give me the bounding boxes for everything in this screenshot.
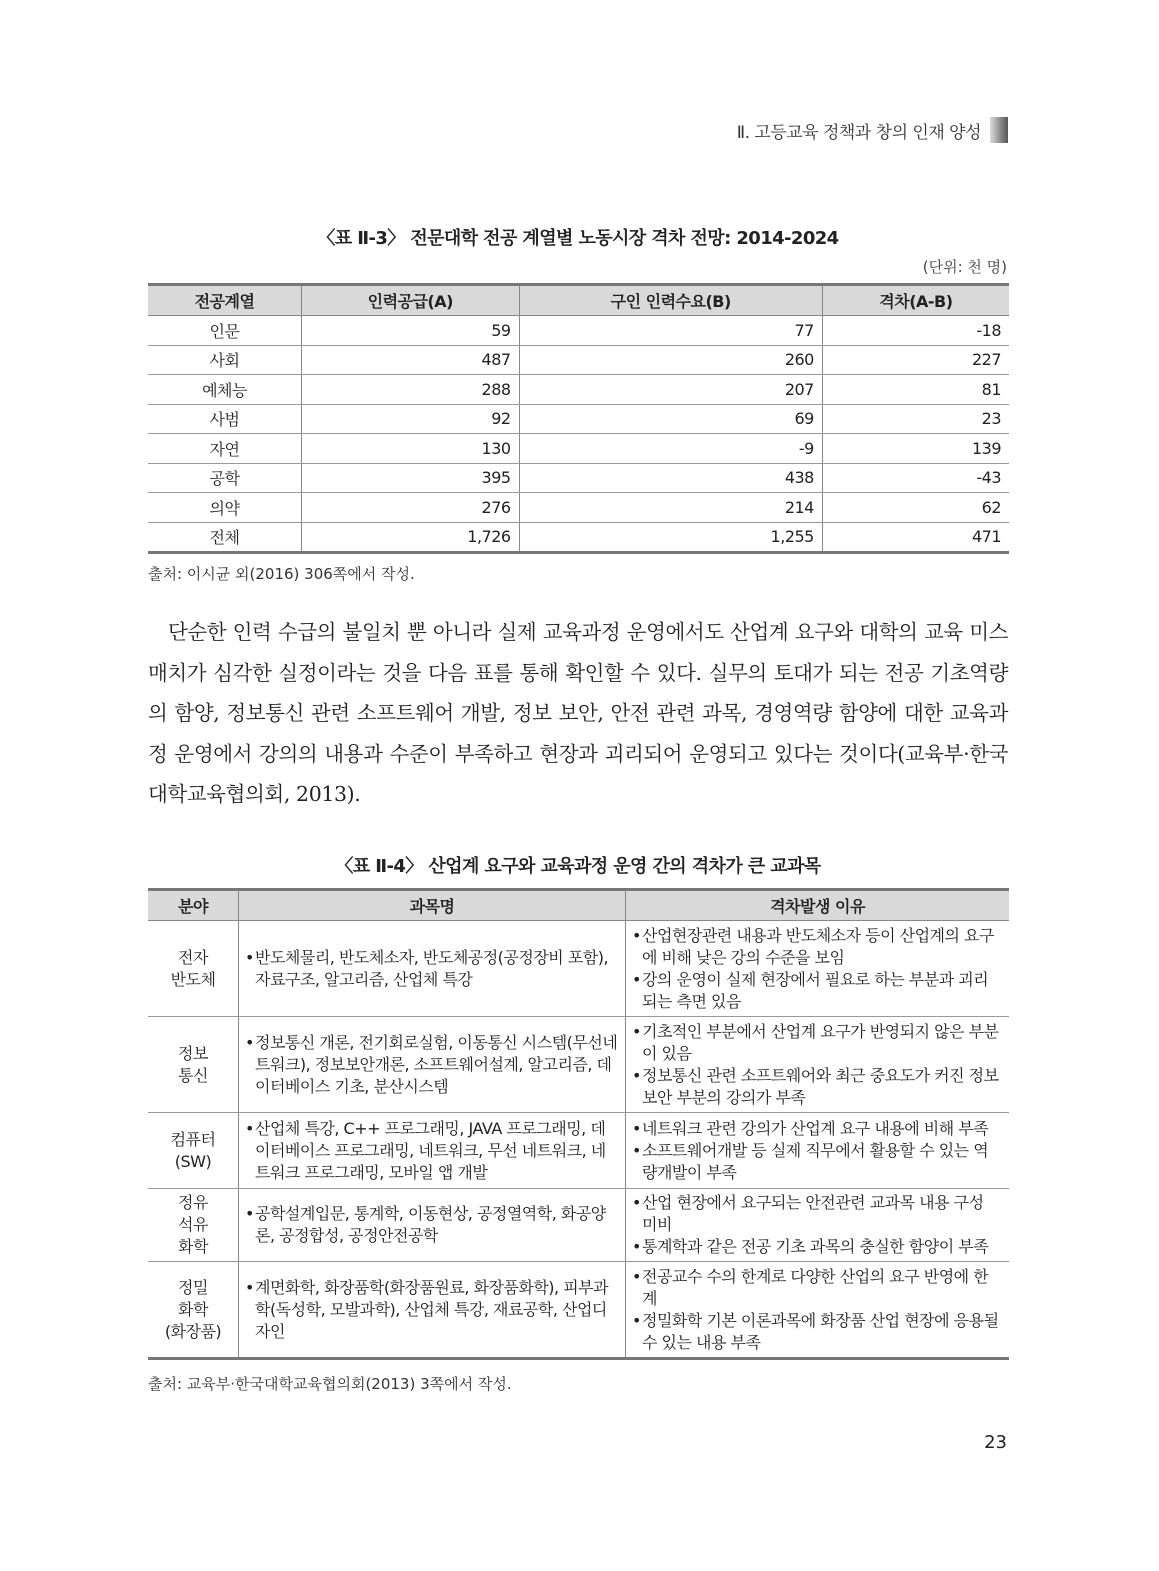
table-row xyxy=(148,522,1009,553)
page-number: 23 xyxy=(984,1432,1007,1453)
field-cell xyxy=(148,1017,239,1113)
bullet-icon: • xyxy=(245,947,254,967)
field-line: 화학 xyxy=(178,1299,208,1319)
bullet-item xyxy=(632,969,1003,1013)
column-header: 전공계열 xyxy=(148,285,302,316)
body-paragraph: 단순한 인력 수급의 불일치 뿐 아니라 실제 교육과정 운영에서도 산업계 요구와 대학의 교육 미스매치가 심각한 실정이라는 것을 다음 표를 통해 확인할 수 있다. 실무의 토대가 되는 전공 기초역량의 함양, 정보통신 관련 소프트웨어 개발, 정보 보안, 안전 관련 과목, 경영역량 함양에 대한 교육과정 운영에서 강의의 내용과 수준이 부족하고 현장과 괴리되어 운영되고 있다는 것이다(교육부·한국대학교육협의회, 2013). xyxy=(148,620,1008,806)
value-cell: 130 xyxy=(302,434,520,464)
subjects-cell xyxy=(239,921,626,1017)
bullet-text: 정밀화학 기본 이론과목에 화장품 산업 현장에 응용될 수 있는 내용 부족 xyxy=(642,1310,999,1352)
table-row xyxy=(148,375,1009,405)
value-cell: -9 xyxy=(519,434,822,464)
reasons-cell xyxy=(626,1113,1010,1189)
value-cell: 81 xyxy=(822,375,1009,405)
category-cell: 사범 xyxy=(148,404,302,434)
bullet-text: 정보통신 관련 소프트웨어와 최근 중요도가 커진 정보보안 부분의 강의가 부족 xyxy=(642,1065,999,1107)
value-cell: 288 xyxy=(302,375,520,405)
bullet-text: 산업체 특강, C++ 프로그래밍, JAVA 프로그래밍, 데이터베이스 프로그래밍, 네트워크, 무선 네트워크, 네트워크 프로그래밍, 모바일 앱 개발 xyxy=(255,1118,606,1182)
bullet-item xyxy=(632,1140,1003,1184)
table-row xyxy=(148,1189,1009,1262)
bullet-icon: • xyxy=(632,1065,641,1085)
header-row xyxy=(148,285,1009,316)
value-cell: 62 xyxy=(822,493,1009,523)
value-cell: 139 xyxy=(822,434,1009,464)
category-cell: 의약 xyxy=(148,493,302,523)
bullet-icon: • xyxy=(632,1021,641,1041)
value-cell: 227 xyxy=(822,345,1009,375)
bullet-text: 반도체물리, 반도체소자, 반도체공정(공정장비 포함), 자료구조, 알고리즘, 산업체 특강 xyxy=(255,947,609,989)
field-line: 반도체 xyxy=(170,969,216,989)
bullet-icon: • xyxy=(632,1193,641,1212)
running-header: Ⅱ. 고등교육 정책과 창의 인재 양성 xyxy=(736,123,981,143)
field-cell xyxy=(148,921,239,1017)
table1-source: 출처: 이시균 외(2016) 306쪽에서 작성. xyxy=(148,565,415,583)
field-line: 컴퓨터 xyxy=(170,1129,216,1149)
field-line: 석유 xyxy=(178,1215,208,1234)
bullet-icon: • xyxy=(632,1118,641,1138)
bullet-text: 강의 운영이 실제 현장에서 필요로 하는 부분과 괴리되는 측면 있음 xyxy=(642,969,989,1011)
bullet-text: 공학설계입문, 통계학, 이동현상, 공정열역학, 화공양론, 공정합성, 공정안전공학 xyxy=(255,1204,606,1245)
field-line: 정유 xyxy=(178,1193,208,1212)
field-line: 정밀 xyxy=(178,1277,208,1297)
bullet-icon: • xyxy=(245,1118,254,1138)
category-cell: 인문 xyxy=(148,316,302,346)
value-cell: 69 xyxy=(519,404,822,434)
bullet-text: 전공교수 수의 한계로 다양한 산업의 요구 반영에 한계 xyxy=(642,1266,989,1308)
column-header: 격차(A-B) xyxy=(822,285,1009,316)
category-cell: 자연 xyxy=(148,434,302,464)
value-cell: 59 xyxy=(302,316,520,346)
value-cell: 260 xyxy=(519,345,822,375)
bullet-icon: • xyxy=(245,1204,254,1223)
table-row xyxy=(148,1017,1009,1113)
field-line: 화학 xyxy=(178,1237,208,1256)
bullet-item xyxy=(245,1277,619,1343)
bullet-icon: • xyxy=(632,925,641,945)
table-row xyxy=(148,345,1009,375)
table2-caption: 〈표 Ⅱ-4〉 산업계 요구와 교육과정 운영 간의 격차가 큰 교과목 xyxy=(335,856,821,877)
bullet-text: 정보통신 개론, 전기회로실험, 이동통신 시스템(무선네트워크), 정보보안개론, 소프트웨어설계, 알고리즘, 데이터베이스 기초, 분산시스템 xyxy=(255,1032,618,1096)
curriculum-gap-table xyxy=(148,888,1009,1360)
bullet-item xyxy=(245,1118,619,1184)
value-cell: 77 xyxy=(519,316,822,346)
value-cell: -43 xyxy=(822,463,1009,493)
table1-unit: (단위: 천 명) xyxy=(922,258,1007,276)
category-cell: 예체능 xyxy=(148,375,302,405)
bullet-item xyxy=(632,925,1003,969)
table-row xyxy=(148,493,1009,523)
value-cell: 1,726 xyxy=(302,522,520,553)
table-row xyxy=(148,434,1009,464)
category-cell: 전체 xyxy=(148,522,302,553)
subjects-cell xyxy=(239,1017,626,1113)
value-cell: 487 xyxy=(302,345,520,375)
header-row xyxy=(148,890,1009,921)
column-header: 구인 인력수요(B) xyxy=(519,285,822,316)
table2-source: 출처: 교육부·한국대학교육협의회(2013) 3쪽에서 작성. xyxy=(148,1375,512,1393)
bullet-item xyxy=(245,1032,619,1098)
header-bar-decoration xyxy=(990,117,1008,143)
reasons-cell xyxy=(626,1017,1010,1113)
table-row xyxy=(148,316,1009,346)
reasons-cell xyxy=(626,1262,1010,1359)
bullet-item xyxy=(245,1203,619,1247)
bullet-icon: • xyxy=(632,1310,641,1330)
subjects-cell xyxy=(239,1262,626,1359)
bullet-item xyxy=(632,1118,1003,1140)
field-cell xyxy=(148,1113,239,1189)
value-cell: 438 xyxy=(519,463,822,493)
table-row xyxy=(148,921,1009,1017)
bullet-item xyxy=(632,1192,1003,1236)
value-cell: 1,255 xyxy=(519,522,822,553)
bullet-icon: • xyxy=(632,1266,641,1286)
value-cell: 92 xyxy=(302,404,520,434)
table-row xyxy=(148,1262,1009,1359)
column-header: 인력공급(A) xyxy=(302,285,520,316)
category-cell: 사회 xyxy=(148,345,302,375)
field-cell xyxy=(148,1262,239,1359)
table-row xyxy=(148,463,1009,493)
value-cell: 471 xyxy=(822,522,1009,553)
bullet-text: 네트워크 관련 강의가 산업계 요구 내용에 비해 부족 xyxy=(642,1118,989,1138)
value-cell: 214 xyxy=(519,493,822,523)
bullet-item xyxy=(632,1266,1003,1310)
field-line: (SW) xyxy=(174,1151,212,1171)
bullet-icon: • xyxy=(632,969,641,989)
value-cell: 23 xyxy=(822,404,1009,434)
bullet-item xyxy=(245,947,619,991)
labor-market-gap-table xyxy=(148,283,1009,554)
bullet-item xyxy=(632,1021,1003,1065)
bullet-icon: • xyxy=(245,1032,254,1052)
column-header: 격차발생 이유 xyxy=(626,890,1010,921)
field-line: 정보 xyxy=(178,1043,208,1063)
subjects-cell xyxy=(239,1189,626,1262)
bullet-text: 기초적인 부분에서 산업계 요구가 반영되지 않은 부분이 있음 xyxy=(642,1021,999,1063)
field-line: 전자 xyxy=(178,947,208,967)
bullet-item xyxy=(632,1310,1003,1354)
column-header: 과목명 xyxy=(239,890,626,921)
bullet-item xyxy=(632,1065,1003,1109)
bullet-text: 산업 현장에서 요구되는 안전관련 교과목 내용 구성 미비 xyxy=(642,1193,984,1234)
category-cell: 공학 xyxy=(148,463,302,493)
bullet-text: 통계학과 같은 전공 기초 과목의 충실한 함양이 부족 xyxy=(642,1237,989,1256)
field-line: (화장품) xyxy=(164,1321,222,1341)
field-line: 통신 xyxy=(178,1065,208,1085)
bullet-item xyxy=(632,1236,1003,1258)
reasons-cell xyxy=(626,921,1010,1017)
bullet-text: 산업현장관련 내용과 반도체소자 등이 산업계의 요구에 비해 낮은 강의 수준을 보임 xyxy=(642,925,994,967)
table-row xyxy=(148,404,1009,434)
subjects-cell xyxy=(239,1113,626,1189)
bullet-text: 소프트웨어개발 등 실제 직무에서 활용할 수 있는 역량개발이 부족 xyxy=(642,1140,989,1182)
column-header: 분야 xyxy=(148,890,239,921)
bullet-text: 계면화학, 화장품학(화장품원료, 화장품화학), 피부과학(독성학, 모발과학), 산업체 특강, 재료공학, 산업디자인 xyxy=(255,1277,609,1341)
value-cell: 395 xyxy=(302,463,520,493)
table1-caption: 〈표 Ⅱ-3〉 전문대학 전공 계열별 노동시장 격차 전망: 2014-2024 xyxy=(317,228,839,249)
field-cell xyxy=(148,1189,239,1262)
value-cell: -18 xyxy=(822,316,1009,346)
bullet-icon: • xyxy=(245,1277,254,1297)
bullet-icon: • xyxy=(632,1237,641,1256)
bullet-icon: • xyxy=(632,1140,641,1160)
table-row xyxy=(148,1113,1009,1189)
reasons-cell xyxy=(626,1189,1010,1262)
value-cell: 207 xyxy=(519,375,822,405)
value-cell: 276 xyxy=(302,493,520,523)
